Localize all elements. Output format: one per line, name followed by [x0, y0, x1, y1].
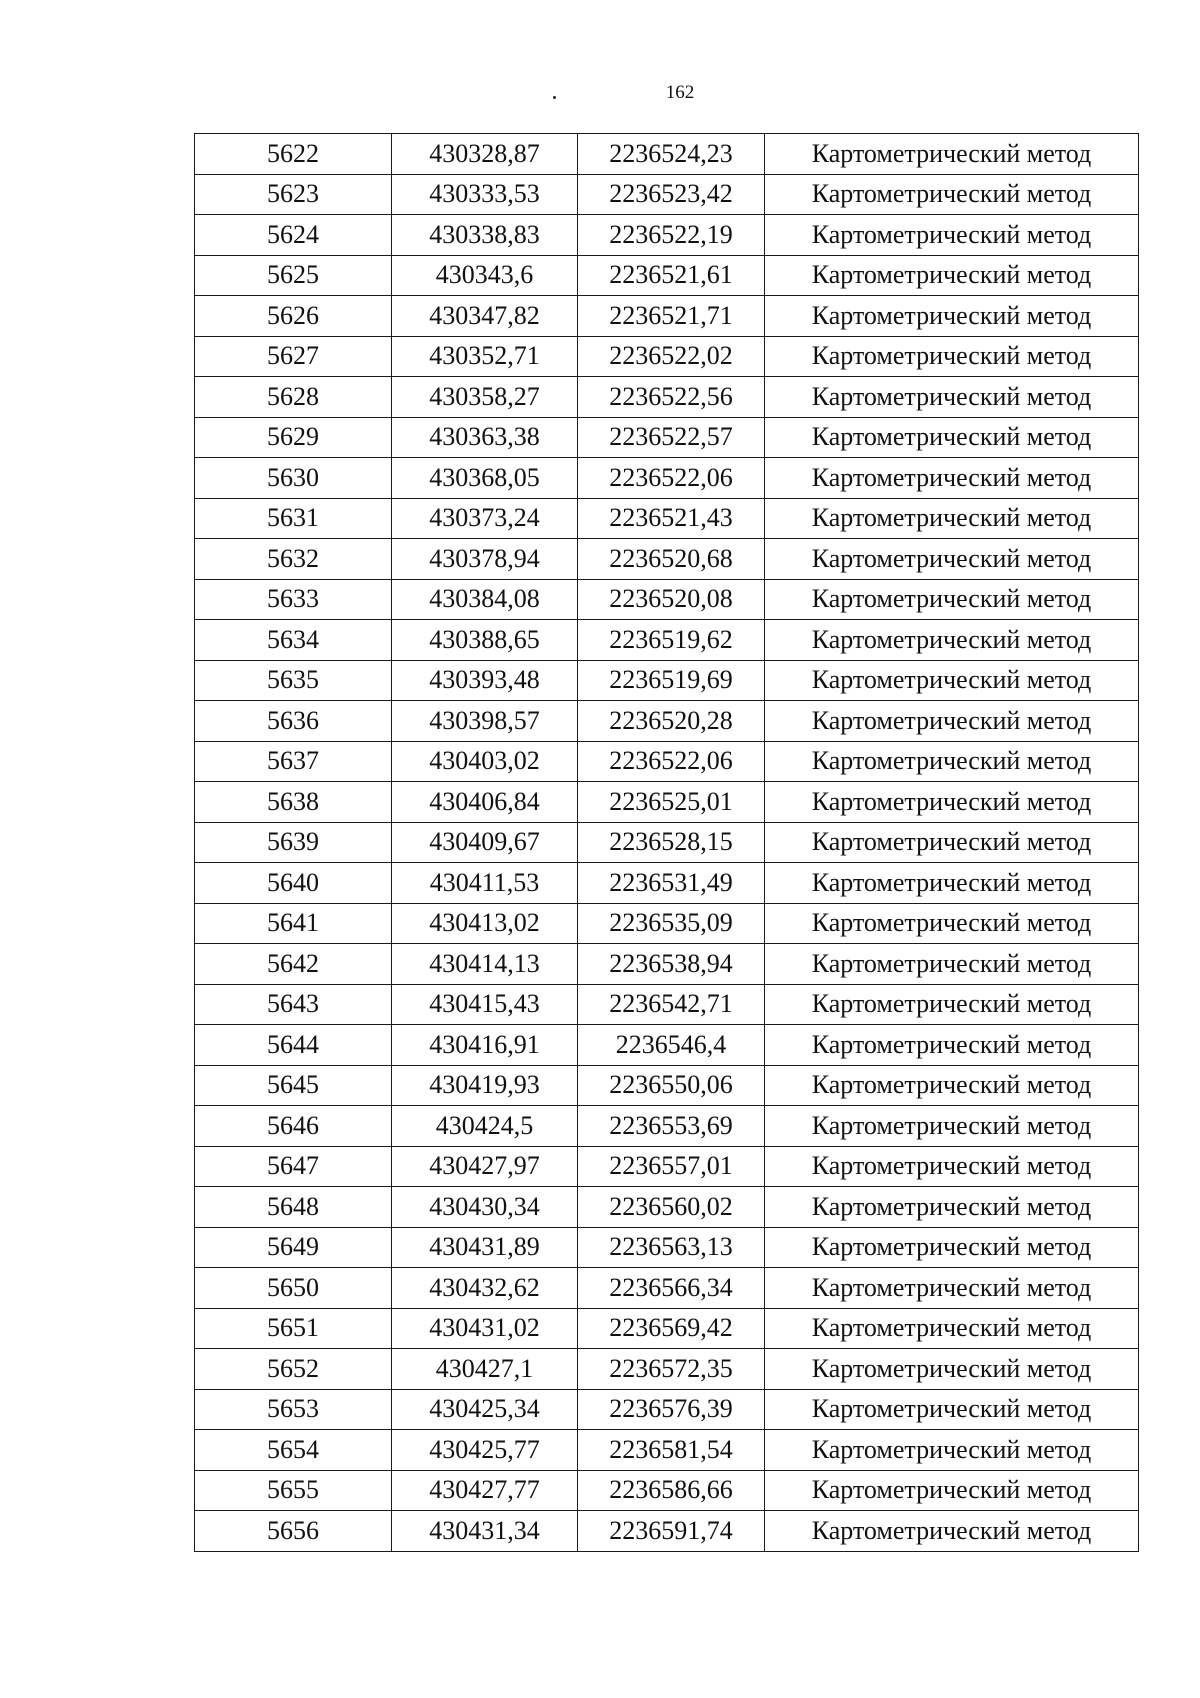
x-coordinate-cell: 430373,24 [392, 498, 578, 539]
table-row [195, 417, 1139, 458]
y-coordinate-cell: 2236576,39 [578, 1389, 765, 1430]
method-cell: Картометрический метод [765, 174, 1139, 215]
x-coordinate-cell: 430363,38 [392, 417, 578, 458]
table-row [195, 660, 1139, 701]
method-cell: Картометрический метод [765, 984, 1139, 1025]
table-row [195, 822, 1139, 863]
y-coordinate-cell: 2236538,94 [578, 944, 765, 985]
y-coordinate-cell: 2236566,34 [578, 1268, 765, 1309]
method-cell: Картометрический метод [765, 1349, 1139, 1390]
x-coordinate-cell: 430424,5 [392, 1106, 578, 1147]
point-number-cell: 5636 [195, 701, 392, 742]
table-row [195, 620, 1139, 661]
page-number: 162 [665, 82, 695, 103]
point-number-cell: 5654 [195, 1430, 392, 1471]
x-coordinate-cell: 430419,93 [392, 1065, 578, 1106]
x-coordinate-cell: 430431,89 [392, 1227, 578, 1268]
table-row [195, 1187, 1139, 1228]
method-cell: Картометрический метод [765, 336, 1139, 377]
table-row [195, 498, 1139, 539]
method-cell: Картометрический метод [765, 903, 1139, 944]
point-number-cell: 5650 [195, 1268, 392, 1309]
x-coordinate-cell: 430409,67 [392, 822, 578, 863]
x-coordinate-cell: 430403,02 [392, 741, 578, 782]
table-row [195, 1227, 1139, 1268]
x-coordinate-cell: 430431,02 [392, 1308, 578, 1349]
point-number-cell: 5645 [195, 1065, 392, 1106]
table-row [195, 1268, 1139, 1309]
table-row [195, 903, 1139, 944]
point-number-cell: 5631 [195, 498, 392, 539]
method-cell: Картометрический метод [765, 863, 1139, 904]
table-row [195, 377, 1139, 418]
method-cell: Картометрический метод [765, 741, 1139, 782]
y-coordinate-cell: 2236522,06 [578, 741, 765, 782]
method-cell: Картометрический метод [765, 1187, 1139, 1228]
x-coordinate-cell: 430352,71 [392, 336, 578, 377]
x-coordinate-cell: 430427,97 [392, 1146, 578, 1187]
x-coordinate-cell: 430425,77 [392, 1430, 578, 1471]
x-coordinate-cell: 430432,62 [392, 1268, 578, 1309]
method-cell: Картометрический метод [765, 1146, 1139, 1187]
point-number-cell: 5625 [195, 255, 392, 296]
y-coordinate-cell: 2236524,23 [578, 134, 765, 175]
method-cell: Картометрический метод [765, 539, 1139, 580]
coordinates-table-body [195, 134, 1139, 1552]
y-coordinate-cell: 2236553,69 [578, 1106, 765, 1147]
table-row [195, 1511, 1139, 1552]
point-number-cell: 5633 [195, 579, 392, 620]
point-number-cell: 5649 [195, 1227, 392, 1268]
x-coordinate-cell: 430368,05 [392, 458, 578, 499]
method-cell: Картометрический метод [765, 215, 1139, 256]
table-row [195, 1349, 1139, 1390]
point-number-cell: 5647 [195, 1146, 392, 1187]
y-coordinate-cell: 2236557,01 [578, 1146, 765, 1187]
table-row [195, 1025, 1139, 1066]
table-row [195, 984, 1139, 1025]
x-coordinate-cell: 430388,65 [392, 620, 578, 661]
point-number-cell: 5643 [195, 984, 392, 1025]
point-number-cell: 5642 [195, 944, 392, 985]
y-coordinate-cell: 2236525,01 [578, 782, 765, 823]
x-coordinate-cell: 430415,43 [392, 984, 578, 1025]
method-cell: Картометрический метод [765, 579, 1139, 620]
method-cell: Картометрический метод [765, 1389, 1139, 1430]
method-cell: Картометрический метод [765, 701, 1139, 742]
x-coordinate-cell: 430406,84 [392, 782, 578, 823]
method-cell: Картометрический метод [765, 620, 1139, 661]
point-number-cell: 5635 [195, 660, 392, 701]
y-coordinate-cell: 2236535,09 [578, 903, 765, 944]
y-coordinate-cell: 2236520,68 [578, 539, 765, 580]
point-number-cell: 5651 [195, 1308, 392, 1349]
coordinates-table [194, 133, 1139, 1552]
table-row [195, 174, 1139, 215]
y-coordinate-cell: 2236581,54 [578, 1430, 765, 1471]
y-coordinate-cell: 2236591,74 [578, 1511, 765, 1552]
x-coordinate-cell: 430347,82 [392, 296, 578, 337]
table-row [195, 296, 1139, 337]
method-cell: Картометрический метод [765, 1430, 1139, 1471]
y-coordinate-cell: 2236560,02 [578, 1187, 765, 1228]
table-row [195, 1470, 1139, 1511]
method-cell: Картометрический метод [765, 1025, 1139, 1066]
table-row [195, 782, 1139, 823]
table-row [195, 336, 1139, 377]
method-cell: Картометрический метод [765, 377, 1139, 418]
method-cell: Картометрический метод [765, 1065, 1139, 1106]
y-coordinate-cell: 2236522,02 [578, 336, 765, 377]
method-cell: Картометрический метод [765, 1268, 1139, 1309]
y-coordinate-cell: 2236528,15 [578, 822, 765, 863]
table-row [195, 1308, 1139, 1349]
point-number-cell: 5627 [195, 336, 392, 377]
table-row [195, 944, 1139, 985]
point-number-cell: 5630 [195, 458, 392, 499]
point-number-cell: 5634 [195, 620, 392, 661]
table-row [195, 1146, 1139, 1187]
y-coordinate-cell: 2236546,4 [578, 1025, 765, 1066]
x-coordinate-cell: 430425,34 [392, 1389, 578, 1430]
point-number-cell: 5652 [195, 1349, 392, 1390]
y-coordinate-cell: 2236572,35 [578, 1349, 765, 1390]
point-number-cell: 5623 [195, 174, 392, 215]
x-coordinate-cell: 430413,02 [392, 903, 578, 944]
y-coordinate-cell: 2236520,28 [578, 701, 765, 742]
method-cell: Картометрический метод [765, 255, 1139, 296]
table-row [195, 134, 1139, 175]
y-coordinate-cell: 2236522,06 [578, 458, 765, 499]
y-coordinate-cell: 2236522,57 [578, 417, 765, 458]
table-row [195, 863, 1139, 904]
x-coordinate-cell: 430338,83 [392, 215, 578, 256]
method-cell: Картометрический метод [765, 944, 1139, 985]
point-number-cell: 5624 [195, 215, 392, 256]
method-cell: Картометрический метод [765, 1470, 1139, 1511]
x-coordinate-cell: 430427,1 [392, 1349, 578, 1390]
x-coordinate-cell: 430358,27 [392, 377, 578, 418]
table-row [195, 1106, 1139, 1147]
x-coordinate-cell: 430427,77 [392, 1470, 578, 1511]
table-row [195, 458, 1139, 499]
x-coordinate-cell: 430411,53 [392, 863, 578, 904]
point-number-cell: 5629 [195, 417, 392, 458]
y-coordinate-cell: 2236520,08 [578, 579, 765, 620]
point-number-cell: 5626 [195, 296, 392, 337]
table-row [195, 579, 1139, 620]
point-number-cell: 5639 [195, 822, 392, 863]
y-coordinate-cell: 2236522,56 [578, 377, 765, 418]
point-number-cell: 5646 [195, 1106, 392, 1147]
x-coordinate-cell: 430398,57 [392, 701, 578, 742]
table-row [195, 1430, 1139, 1471]
table-row [195, 215, 1139, 256]
method-cell: Картометрический метод [765, 1511, 1139, 1552]
x-coordinate-cell: 430384,08 [392, 579, 578, 620]
method-cell: Картометрический метод [765, 498, 1139, 539]
method-cell: Картометрический метод [765, 134, 1139, 175]
point-number-cell: 5632 [195, 539, 392, 580]
method-cell: Картометрический метод [765, 296, 1139, 337]
method-cell: Картометрический метод [765, 822, 1139, 863]
x-coordinate-cell: 430416,91 [392, 1025, 578, 1066]
point-number-cell: 5622 [195, 134, 392, 175]
point-number-cell: 5648 [195, 1187, 392, 1228]
method-cell: Картометрический метод [765, 660, 1139, 701]
method-cell: Картометрический метод [765, 1308, 1139, 1349]
x-coordinate-cell: 430431,34 [392, 1511, 578, 1552]
y-coordinate-cell: 2236523,42 [578, 174, 765, 215]
point-number-cell: 5655 [195, 1470, 392, 1511]
y-coordinate-cell: 2236519,69 [578, 660, 765, 701]
table-row [195, 701, 1139, 742]
y-coordinate-cell: 2236521,71 [578, 296, 765, 337]
x-coordinate-cell: 430328,87 [392, 134, 578, 175]
point-number-cell: 5637 [195, 741, 392, 782]
scan-artifact-dot [553, 96, 556, 99]
point-number-cell: 5640 [195, 863, 392, 904]
y-coordinate-cell: 2236586,66 [578, 1470, 765, 1511]
x-coordinate-cell: 430414,13 [392, 944, 578, 985]
point-number-cell: 5641 [195, 903, 392, 944]
x-coordinate-cell: 430343,6 [392, 255, 578, 296]
point-number-cell: 5656 [195, 1511, 392, 1552]
method-cell: Картометрический метод [765, 1106, 1139, 1147]
y-coordinate-cell: 2236522,19 [578, 215, 765, 256]
table-row [195, 1065, 1139, 1106]
y-coordinate-cell: 2236563,13 [578, 1227, 765, 1268]
y-coordinate-cell: 2236531,49 [578, 863, 765, 904]
point-number-cell: 5638 [195, 782, 392, 823]
x-coordinate-cell: 430333,53 [392, 174, 578, 215]
y-coordinate-cell: 2236521,43 [578, 498, 765, 539]
method-cell: Картометрический метод [765, 458, 1139, 499]
point-number-cell: 5628 [195, 377, 392, 418]
y-coordinate-cell: 2236521,61 [578, 255, 765, 296]
y-coordinate-cell: 2236550,06 [578, 1065, 765, 1106]
table-row [195, 1389, 1139, 1430]
method-cell: Картометрический метод [765, 782, 1139, 823]
method-cell: Картометрический метод [765, 417, 1139, 458]
table-row [195, 539, 1139, 580]
point-number-cell: 5644 [195, 1025, 392, 1066]
x-coordinate-cell: 430378,94 [392, 539, 578, 580]
table-row [195, 255, 1139, 296]
y-coordinate-cell: 2236542,71 [578, 984, 765, 1025]
x-coordinate-cell: 430393,48 [392, 660, 578, 701]
table-row [195, 741, 1139, 782]
x-coordinate-cell: 430430,34 [392, 1187, 578, 1228]
point-number-cell: 5653 [195, 1389, 392, 1430]
y-coordinate-cell: 2236569,42 [578, 1308, 765, 1349]
method-cell: Картометрический метод [765, 1227, 1139, 1268]
y-coordinate-cell: 2236519,62 [578, 620, 765, 661]
